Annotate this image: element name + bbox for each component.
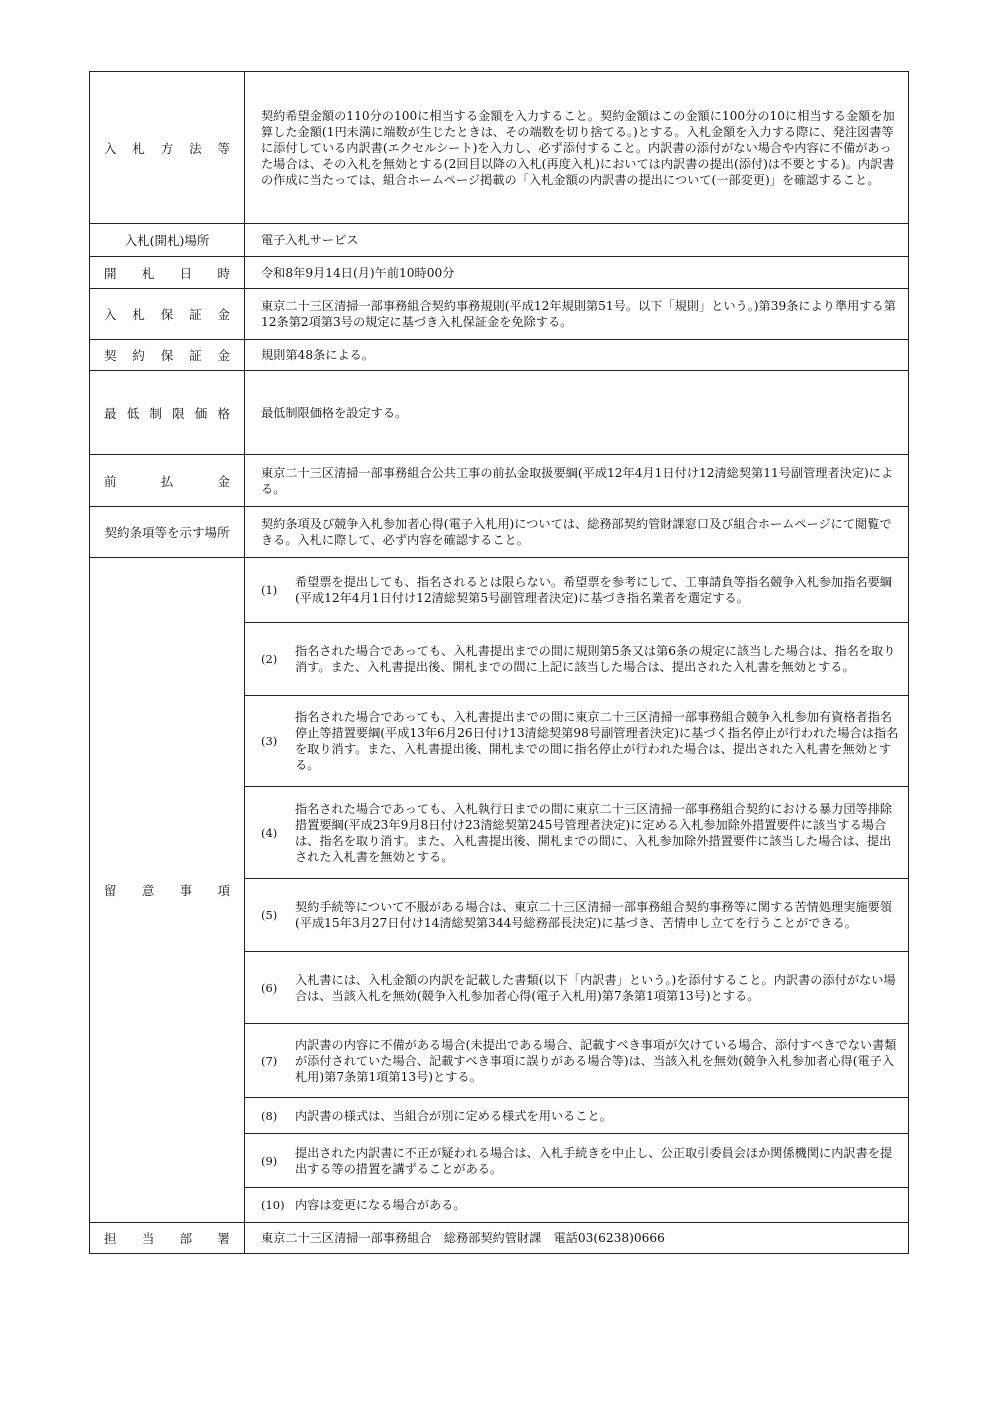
row-advance (90, 455, 909, 507)
label-notes (90, 558, 245, 1223)
label-char: 金 (217, 307, 230, 322)
note-number: (8) (261, 1108, 278, 1123)
label-bid-bond (90, 289, 245, 340)
label-contract-bond (90, 340, 245, 371)
row-notes (90, 558, 909, 1223)
note-text: 指名された場合であっても、入札書提出までの間に規則第5条又は第6条の規定に該当した場合は、指名を取り消す。また、入札書提出後、開札までの間に上記に該当した場合は、提出された入札書を無効とする。 (295, 644, 896, 674)
label-char: 保 (160, 348, 174, 363)
row-terms-place (90, 507, 909, 558)
label-text (90, 264, 244, 282)
value-text: 東京二十三区清掃一部事務組合契約事務規則(平成12年規則第51号。以下「規則」という。)第39条により準用する第12条第2項第3号の規定に基づき入札保証金を免除する。 (261, 299, 896, 329)
note-number: (3) (261, 734, 278, 748)
label-min-price (90, 371, 245, 455)
value-text: 最低制限価格を設定する。 (261, 405, 408, 420)
label-char: 札 (132, 307, 145, 322)
value-text: 令和8年9月14日(月)午前10時00分 (261, 265, 455, 280)
note-text: 提出された内訳書に不正が疑われる場合は、入札手続きを中止し、公正取引委員会ほか関係機関に内訳書を提出する等の措置を講ずることがある。 (295, 1145, 893, 1176)
note-text: 指名された場合であっても、入札書提出までの間に東京二十三区清掃一部事務組合競争入札参加有資格者指名停止等措置要綱(平成13年6月26日付け13清総契第98号副管理者決定)に基づく指名停止が行われた場合は指名を取り消す。また、入札書提出後、開札までの間に指名停止が行われた場合は、提出された入札書を無効とする。 (295, 710, 899, 772)
value-text: 契約希望金額の110分の100に相当する金額を入力すること。契約金額はこの金額に100分の10に相当する金額を加算した金額(1円未満に端数が生じたときは、その端数を切り捨てる。)とする。入札金額を入力する際に、発注図書等に添付している内訳書(エクセルシート)を入力し、必ず添付すること。内訳書の添付がない場合や内容に不備があった場合は、その入札を無効とする(2回目以降の入札(再度入札)においては内訳書の提出(添付)は不要とする)。内訳書の作成に当たっては、組合ホームページ掲載の「入札金額の内訳書の提出について(一部変更)」を確認すること。 (261, 108, 895, 187)
label-terms-place (90, 507, 245, 558)
label-char: 当 (141, 1231, 155, 1246)
label-char: 前 (104, 473, 117, 489)
label-bid-method (90, 72, 245, 224)
label-char: 限 (172, 405, 185, 421)
label-char: 法 (189, 140, 202, 156)
note-text: 希望票を提出しても、指名されるとは限らない。希望票を参考にして、工事請負等指名競争入札参加指名要綱(平成12年4月1日付け12清総契第5号副管理者決定)に基づき指名業者を選定する。 (295, 575, 892, 605)
list-item (245, 1188, 908, 1223)
label-bid-place (90, 224, 245, 257)
note-number: (5) (261, 908, 278, 922)
label-char: 最 (104, 405, 117, 421)
label-char: 価 (194, 405, 208, 421)
note-number: (4) (261, 825, 278, 840)
value-text: 東京二十三区清掃一部事務組合 総務部契約管財課 電話03(6238)0666 (261, 1231, 665, 1245)
label-char: 契 (104, 348, 117, 363)
row-opening-date (90, 257, 909, 289)
label-advance (90, 455, 245, 507)
label-char: 開 (104, 265, 117, 281)
label-char: 入 (104, 307, 117, 322)
label-char: 証 (189, 348, 202, 363)
value-notes (245, 558, 909, 1223)
note-number: (9) (261, 1153, 278, 1168)
label-char: 保 (160, 307, 174, 322)
label-char: 項 (217, 883, 230, 898)
note-number: (10) (261, 1198, 285, 1212)
label-char: 事 (179, 883, 193, 898)
note-text: 契約手続等について不服がある場合は、東京二十三区清掃一部事務組合契約事務等に関する苦情処理実施要領(平成15年3月27日付け14清総契第344号総務部長決定)に基づき、苦情申し立てを行うことができる。 (295, 900, 892, 930)
value-min-price (245, 371, 909, 455)
value-opening-date (245, 257, 909, 289)
label-char: 日 (179, 265, 193, 281)
list-item (245, 1134, 908, 1188)
label-char: 時 (217, 265, 230, 281)
label-char: 入 (104, 140, 117, 156)
label-text (90, 1229, 244, 1247)
value-bid-place (245, 224, 909, 257)
label-opening-date (90, 257, 245, 289)
label-char: 方 (160, 140, 174, 156)
label-char: 証 (189, 307, 202, 322)
list-item (245, 879, 908, 952)
list-item (245, 696, 908, 787)
value-advance (245, 455, 909, 507)
list-item (245, 787, 908, 879)
list-item (245, 1024, 908, 1098)
label-text (90, 404, 244, 422)
note-number: (6) (261, 980, 278, 995)
label-char: 金 (217, 473, 230, 489)
list-item (245, 952, 908, 1024)
note-text: 内容は変更になる場合がある。 (295, 1198, 466, 1212)
note-text: 内訳書の様式は、当組合が別に定める様式を用いること。 (295, 1108, 612, 1123)
label-char: 意 (141, 883, 155, 898)
note-number: (1) (261, 583, 278, 597)
value-text: 契約条項及び競争入札参加者心得(電子入札用)については、総務部契約管財課窓口及び組合ホームページにて閲覧できる。入札に際して、必ず内容を確認すること。 (261, 517, 892, 547)
label-char: 署 (217, 1231, 230, 1246)
note-number: (7) (261, 1053, 278, 1068)
value-terms-place (245, 507, 909, 558)
note-text: 指名された場合であっても、入札執行日までの間に東京二十三区清掃一部事務組合契約における暴力団等排除措置要綱(平成23年9月8日付け23清総契第245号管理者決定)に定める入札参加除外措置要件に該当する場合は、指名を取り消す。また、入札書提出後、開札までの間に、入札参加除外措置要件に該当した場合は、提出された入札書を無効とする。 (295, 801, 893, 864)
label-text (90, 472, 244, 490)
label-text: 契約条項等を示す場所 (104, 525, 230, 540)
label-department (90, 1223, 245, 1254)
row-bid-method (90, 72, 909, 224)
row-department (90, 1223, 909, 1254)
note-text: 内訳書の内容に不備がある場合(未提出である場合、記載すべき事項が欠けている場合、添付すべきでない書類が添付されていた場合、記載すべき事項に誤りがある場合等)は、当該入札を無効(競争入札参加者心得(電子入札用)第7条第1項第13号)とする。 (295, 1037, 897, 1084)
label-char: 低 (126, 405, 140, 421)
label-char: 札 (132, 140, 145, 156)
label-char: 格 (217, 405, 230, 421)
note-text: 入札書には、入札金額の内訳を記載した書類(以下「内訳書」という。)を添付すること。内訳書の添付がない場合は、当該入札を無効(競争入札参加者心得(電子入札用)第7条第1項第13号)とする。 (295, 972, 896, 1003)
value-text: 規則第48条による。 (261, 348, 375, 362)
label-text (90, 139, 244, 157)
value-text: 東京二十三区清掃一部事務組合公共工事の前払金取扱要綱(平成12年4月1日付け12清総契第11号副管理者決定)による。 (261, 465, 894, 496)
row-min-price (90, 371, 909, 455)
label-char: 等 (217, 140, 230, 156)
label-char: 金 (217, 348, 230, 363)
row-contract-bond (90, 340, 909, 371)
bid-notice-table (89, 71, 909, 1254)
value-department (245, 1223, 909, 1254)
label-text: 入札(開札)場所 (124, 233, 210, 248)
value-bid-method (245, 72, 909, 224)
label-char: 払 (160, 473, 174, 489)
label-char: 約 (132, 348, 145, 363)
notes-list (245, 558, 908, 1222)
value-text: 電子入札サービス (261, 233, 359, 247)
label-text (90, 881, 244, 899)
label-text (90, 305, 244, 323)
list-item (245, 623, 908, 696)
label-text (90, 346, 244, 364)
note-number: (2) (261, 652, 278, 666)
label-char: 担 (104, 1231, 117, 1246)
label-char: 制 (149, 405, 162, 421)
label-char: 札 (141, 265, 155, 281)
label-char: 部 (179, 1231, 193, 1246)
list-item (245, 1098, 908, 1134)
value-bid-bond (245, 289, 909, 340)
label-char: 留 (104, 883, 117, 898)
value-contract-bond (245, 340, 909, 371)
row-bid-place (90, 224, 909, 257)
list-item (245, 558, 908, 623)
row-bid-bond (90, 289, 909, 340)
